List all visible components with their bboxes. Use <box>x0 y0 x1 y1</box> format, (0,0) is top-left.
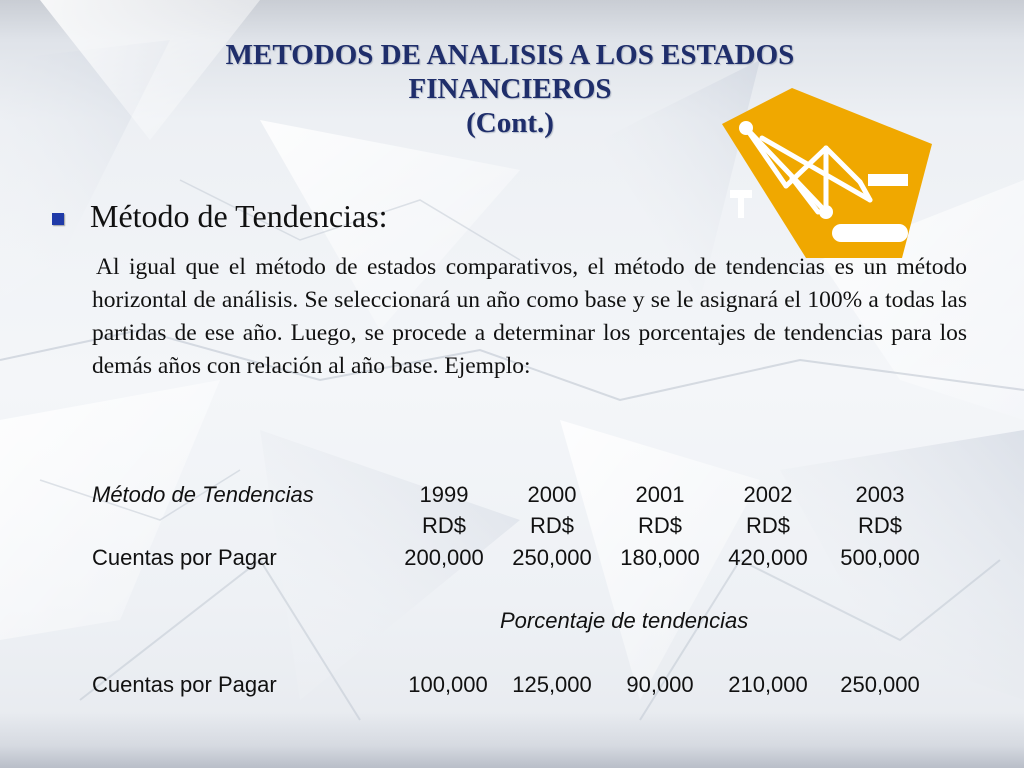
year-2003: 2003 <box>855 482 905 507</box>
year-2001: 2001 <box>635 482 685 507</box>
title-line-2: FINANCIEROS <box>408 73 612 105</box>
row1-value-2002: 420,000 <box>728 545 808 570</box>
row2-value-2000: 125,000 <box>512 672 592 697</box>
year-1999: 1999 <box>419 482 469 507</box>
currency-2000: RD$ <box>529 513 574 538</box>
bullet-heading: Método de Tendencias: <box>90 198 388 234</box>
row1-label: Cuentas por Pagar <box>92 545 277 570</box>
bullet-paragraph: Al igual que el método de estados comparativos, el método de tendencias es un método horizontal de análisis. Se seleccionará un año como base y se le asignará el 100% a todas las partidas de ese año. Luego, se procede a determinar los porcentajes de tendencias para los demás años con relación al año base. Ejemplo: <box>92 254 967 379</box>
row2-label: Cuentas por Pagar <box>92 672 277 697</box>
row1-value-2003: 500,000 <box>840 545 920 570</box>
table-header-label: Método de Tendencias <box>92 482 314 507</box>
currency-2002: RD$ <box>745 513 790 538</box>
year-2000: 2000 <box>527 482 577 507</box>
currency-2003: RD$ <box>857 513 902 538</box>
trend-section-label: Porcentaje de tendencias <box>500 608 749 633</box>
row1-value-1999: 200,000 <box>404 545 484 570</box>
row2-value-1999: 100,000 <box>408 672 488 697</box>
row1-value-2001: 180,000 <box>620 545 700 570</box>
currency-1999: RD$ <box>421 513 466 538</box>
row2-value-2003: 250,000 <box>840 672 920 697</box>
title-line-1: METODOS DE ANALISIS A LOS ESTADOS <box>225 39 795 71</box>
currency-2001: RD$ <box>637 513 682 538</box>
row1-value-2000: 250,000 <box>512 545 592 570</box>
row2-value-2001: 90,000 <box>626 672 694 697</box>
row2-value-2002: 210,000 <box>728 672 808 697</box>
year-2002: 2002 <box>743 482 793 507</box>
title-line-3: (Cont.) <box>466 107 554 139</box>
